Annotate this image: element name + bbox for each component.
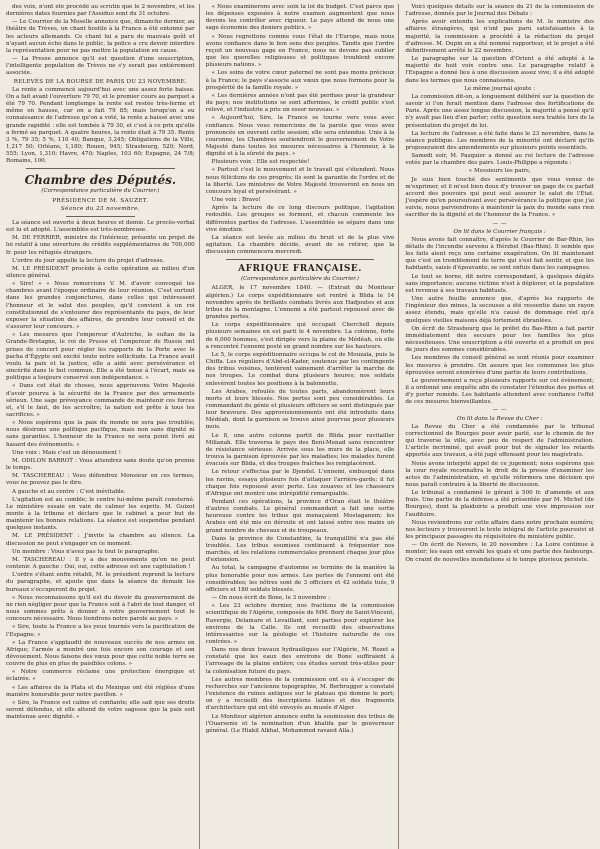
paragraph: Le paragraphe sur la question d'Orient a été adopté à la majorité de huit voix contre une. Le paragraphe relatif à l'Espagne a donné lieu à une discussion assez vive; il a été adopté dans les termes que nous connaissons. <box>405 56 595 84</box>
paragraph: — Le Courrier de la Moselle annonce que, dimanche dernier, au théâtre de Trèves, un chant hostile à la France a été entonné par les acteurs allemands. Ce chant lui a paru de mauvais goût et n'ayant aucun écho dans le public, la police a cru devoir interdire la représentation pour ne pas mettre la population en cause. <box>6 19 195 54</box>
paragraph: « Messieurs les pairs, <box>468 168 531 175</box>
paragraph: Une voix : Bravo! <box>211 197 261 204</box>
paragraph: — On nous écrit de Bone, le 3 novembre : <box>211 595 330 602</box>
paragraph: Le retour s'effectua par le Djendel. L'ennemi, embusqué dans les ravins, essaya plusieurs fois d'attaquer l'arrière-garde; il fut chaque fois repoussé avec perte. Les zouaves et les chasseurs d'Afrique ont montré une intrépidité remarquable. <box>205 469 395 497</box>
paragraph: M. LE PRÉSIDENT procède à cette opération au milieu d'un silence général. <box>6 265 195 279</box>
paragraph: « Nous regrettons comme vous l'état de l'Europe, mais nous avons confiance dans le bon sens des peuples. Tandis que l'ordre reçoit un nouveau gage en France, nous ne devons pas oublier que les querelles religieuses et politiques troublent encore plusieurs nations. » <box>205 33 395 69</box>
paragraph: « Sire, toute la France a les yeux tournés vers la pacification de l'Espagne. » <box>6 624 195 638</box>
paragraph: Nous avons interjeté appel de ce jugement; nous espérons que la cour royale reconnaîtra le droit de la presse d'examiner les actes de l'administration, et qu'elle réformera une décision qui nous paraît contraire à la liberté de discussion. <box>405 460 595 488</box>
paragraph: M. DE FERRIER, ministre de l'intérieur, présente un projet de loi relatif à une ouverture de crédits supplémentaires de 700,000 fr. pour les réfugiés étrangers. <box>6 235 195 256</box>
paragraph: « La France s'applaudit de nouveaux succès de nos armes en Afrique; l'armée a montré une fois encore son courage et son dévouement. Nous faisons des vœux pour que cette noble terre se couvre de plus en plus de paisibles colons. » <box>6 639 195 668</box>
paragraph: L'ordre du jour appelle la lecture du projet d'adresse. <box>12 257 165 264</box>
paragraph: La séance est levée au milieu du bruit et de la plus vive agitation. La chambre décide, avant de se retirer, que la discussion commencera mercredi. <box>205 234 395 256</box>
paragraph: M. TASCHEREAU : Il y a des mouvements qu'on ne peut contenir. A gauche : Oui, oui, cette adresse est une capitulation ! <box>6 556 195 571</box>
separator: — — <box>492 407 507 414</box>
paragraph: « Les 23 octobre dernier, nos fractions de la commission scientifique de l'Algérie, composée de MM. Bory de Saint-Vincent, Ravergie, Delamare et Levaillant, sont parties pour explorer les environs de la Calle. Ils ont recueilli des observations intéressantes sur la géologie et l'histoire naturelle de ces contrées. » <box>205 603 395 645</box>
paragraph: Nous avons fait connaître, d'après le Courrier de Bar-Rhin, les détails de l'incendie survenu à Hérzbel (Bas-Rhin). Il semble que les faits aient reçu une certaine exagération. On lit maintenant que c'est un tremblement de terre qui s'est fait sentir, et que les habitants, saisis d'épouvante, se sont enfuis dans les campagnes. <box>405 236 595 272</box>
paragraph: Dans nos deux travaux hydrauliques sur l'Algérie, M. Rozet a constaté que les eaux des environs de Bone suffiraient à l'arrosage de la plaine entière; ces études seront très-utiles pour la colonisation future du pays. <box>205 647 395 675</box>
paragraph: Pendant ces opérations, la province d'Oran était le théâtre d'autres combats. Le général commandant a fait une sortie heureuse contre les tribus qui menaçaient Mostaganem; les Arabes ont été mis en déroute et ont laissé entre nos mains un grand nombre de chevaux et de troupeaux. <box>205 499 395 534</box>
chamber-title: Chambre des Députés. <box>24 173 177 188</box>
paragraph: « Sire! » « Nous remercions V. M. d'avoir convoqué les chambres avant l'époque ordinaire de leur réunion. C'est surtout dans les grandes conjonctures, dans celles qui intéressent l'honneur et le salut des peuples, qu'il convient à un roi constitutionnel de s'entourer des représentants du pays, de leur exposer la situation des affaires, de prendre leur conseil et de s'assurer leur concours. » <box>6 281 195 331</box>
afrique-title: AFRIQUE FRANÇAISE. <box>238 264 362 275</box>
divider <box>26 168 175 169</box>
presidence-line: PRÉSIDENCE DE M. SAUZET. <box>52 197 149 204</box>
column-middle <box>206 4 400 849</box>
paragraph: « Aujourd'hui, Sire, la France se tourne vers vous avec confiance. Nous vous remercions de la parole que vous avez prononcée en ouvrant cette session; elle sera entendue. Unis à la couronne, les Chambres soutiendront le gouvernement de Votre Majesté dans toutes les mesures nécessaires à l'honneur, à la dignité et à la sûreté du pays. » <box>205 115 395 158</box>
paragraph: Nous reviendrons sur cette affaire dans notre prochain numéro; nos lecteurs y trouveront le texte intégral de l'article poursuivi et les principaux passages du réquisitoire du ministère public. <box>405 519 595 541</box>
paragraph: ALGER, le 17 novembre 1840. — (Extrait du Moniteur algérien.) Le corps expéditionnaire est rentré à Blida le 14 novembre après de brillants combats livrés aux Hadjoutes et aux tribus de la montagne. L'ennemi a été partout repoussé avec de grandes pertes. <box>205 285 395 321</box>
paragraph: On écrit de Strasbourg que le préfet du Bas-Rhin a fait partir immédiatement des secours pour les familles les plus nécessiteuses. Une souscription a été ouverte et a produit en peu de jours des sommes considérables. <box>405 325 595 354</box>
paragraph: Voici quelques détails sur la séance du 21 de la commission de l'adresse, donnés par le Journal des Débats : <box>405 4 595 18</box>
paragraph: Après avoir entendu les explications de M. le ministre des affaires étrangères, qui n'ont pas paru satisfaisantes à la majorité, la commission a procédé à la rédaction du projet d'adresse. M. Dupin en a été nommé rapporteur, et le projet a été définitivement arrêté le 22 novembre. <box>405 19 595 54</box>
paragraph: Le tribunal a condamné le gérant à 500 fr. d'amende et aux frais. Une partie de la défense a été présentée par M. Michel (de Bourges), dont la plaidoirie a produit une vive impression sur l'auditoire. <box>405 490 595 518</box>
paragraph: Une voix : Mais c'est un dénouement ! <box>12 449 121 456</box>
paragraph: « Nous reconnaissons qu'il est du devoir du gouvernement de ne rien négliger pour que la France soit à l'abri de tout danger, et nous sommes prêts à donner à votre gouvernement tout le concours nécessaire. Nous tiendrons notre parole au pays. » <box>6 594 195 623</box>
column-right <box>405 4 594 849</box>
paragraph: Après la lecture de ce long discours politique, l'agitation redouble. Les groupes se forment, et chacun commente les différentes parties de l'adresse. L'assemblée se sépare dans une vive émotion. <box>205 205 395 233</box>
paragraph: Le gouvernement a reçu plusieurs rapports sur cet événement; il a ordonné une enquête afin de constater l'étendue des pertes et d'y porter remède. Les habitants attendent avec confiance l'effet de ces mesures bienveillantes. <box>405 377 595 406</box>
afrique-subtitle: (Correspondance particulière du Courrier.) <box>241 276 359 283</box>
paragraph: — On écrit de Nevers, le 20 novembre : La Loire continue à monter; les eaux ont envahi les quais et une partie des faubourgs. On craint de nouvelles inondations si le temps pluvieux persiste. <box>405 542 595 563</box>
paragraph: « Les soins de votre cœur paternel ne sont pas moins précieux à la France; le pays s'associe aux vœux que nous formons pour la prospérité de la famille royale. » <box>205 70 395 91</box>
chamber-subtitle: (Correspondance particulière du Courrier.) <box>41 188 160 195</box>
bourse-text: La rente a commencé aujourd'hui avec une assez forte baisse. On a fait avant l'ouverture 79 70, et le premier cours au parquet a été 79 70. Pendant longtemps la rente est restée très-ferme et même en hausse, car on a fait 79 85; mais lorsqu'on a eu connaissance de l'adresse qu'on a voté, la rente a baissé avec une grande rapidité : elle est tombée à 79 30, et c'est à ce prix qu'elle a fermé au parquet. A quatre heures, la rente était à 79 35. Rente 3 %, 79 35; 5 %, 110 40; Banque, 3,245; Obligations de la Ville, 1,217 50; Orléans, 1,180; Rouen, 945; Strasbourg, 520; Nord, 555; Lyon, 1,310; Havre, 470; Naples, 103 60; Espagne, 24 7/8; Romains, 100. <box>6 86 195 165</box>
paragraph: « Les mesures que l'empereur d'Autriche, le sultan de la Grande-Bretagne, le roi de Prusse et l'empereur de Russie ont prises de concert pour régler les rapports de la Porte avec le pacha d'Égypte ont excité toute notre sollicitude. La France avait voulu la paix et la justice, elle a aidé avec persévérance et sincérité dans le but commun. Elle a été tenue à l'écart, mais sa politique a toujours conservé son indépendance. » <box>6 332 195 382</box>
paragraph: Le 8, une autre colonne partit de Blida pour ravitailler Milianah. Elle traversa le pays des Beni-Menad sans rencontrer de résistance sérieuse. Arrivée sous les murs de la place, elle trouva la garnison éprouvée par les maladies; les malades furent évacués sur Blida, et des troupes fraîches les remplacèrent. <box>205 432 395 468</box>
paragraph: « Notre commerce réclame une protection énergique et éclairée. » <box>6 669 195 683</box>
paragraph: La commission dit-on, a longuement délibéré sur la question de savoir si l'on ferait mention dans l'adresse des fortifications de Paris. Après une assez longue discussion, la majorité a pensé qu'il n'y avait pas lieu d'en parler; cette question sera traitée lors de la présentation du projet de loi. <box>405 93 595 129</box>
separator: — — <box>492 220 507 227</box>
section-intro: On lit dans le Courrier français : <box>453 228 546 235</box>
paragraph: « Nous examinerons avec soin la loi du budget. C'est parce que les dépenses exposées à notre examen augmentent que nous devons les contrôler avec rigueur. Le pays attend de nous une sage économie des deniers publics. » <box>205 4 395 32</box>
column-left <box>6 4 200 849</box>
paragraph: La séance est ouverte à deux heures et demie. Le procès-verbal est lu et adopté. L'assemblée est très-nombreuse. <box>6 219 195 234</box>
paragraph: Plusieurs voix : Elle est respectée! <box>211 159 310 166</box>
divider <box>66 216 135 217</box>
section-intro: On lit dans la Revue du Cher : <box>456 415 543 422</box>
paragraph: M. ODILON BARROT : Vous attendrez sans doute qu'on prenne le temps. <box>6 457 195 472</box>
columns <box>6 4 594 849</box>
paragraph: « Nous espérons que la paix du monde ne sera pas troublée; nous désirons une politique pacifique, mais non sans dignité ni sans garanties. L'honneur de la France ne sera point livré au hasard des événements. » <box>6 420 195 448</box>
paragraph: M. LE PRÉSIDENT : J'invite la chambre au silence. La discussion ne peut s'engager en ce moment. <box>6 533 195 547</box>
seance-line: Séance du 23 novembre. <box>60 205 140 212</box>
divider <box>226 259 375 260</box>
paragraph: des voix, n'ont été procédé au scrutin que le 2 novembre, et les dernières dates fournies par l'Assiduo sont du 31 octobre. <box>6 4 195 18</box>
paragraph: « Les dernières années n'ont pas été perdues pour la grandeur du pays; nos institutions se sont affermies, le crédit public s'est relevé, et l'industrie a pris un essor nouveau. » <box>205 92 395 114</box>
paragraph: L'ordre s'étant enfin rétabli, M. le président reprend la lecture du paragraphe, et ajoute que dans la séance de demain les bureaux s'occuperont du projet. <box>6 572 195 593</box>
paragraph: L'agitation est au comble; le centre lui-même paraît consterné. Le ministère essaie en vain de calmer les esprits. M. Guizot monte à la tribune et déclare que le cabinet a pour but de maintenir les bonnes relations. La séance est suspendue pendant quelques instants. <box>6 496 195 532</box>
paragraph: Le 5, le corps expéditionnaire occupa le col de Mouzaïa, puis la Chiffa. Les réguliers d'Abd-el-Kader, soutenus par les contingents des tribus voisines, tentèrent vainement d'arrêter la marche de nos troupes. Le combat dura plusieurs heures; nos soldats enlevèrent toutes les positions à la baïonnette. <box>205 351 395 387</box>
paragraph: A gauche et au centre : C'est inévitable. <box>12 488 126 495</box>
paragraph: Le Moniteur algérien annonce enfin la soumission des tribus de l'Ouarsenis et la nomination d'un khalifa par le gouverneur général. (Le Hiakil Alkhal, Mohammed ravaed Alla.) <box>205 713 395 734</box>
paragraph: Le corps expéditionnaire qui occupait Cherchell depuis plusieurs semaines en est parti le 4 novembre. La colonne, forte de 6,000 hommes, s'est dirigée vers la plaine de Médéah, où elle a rencontré l'ennemi posté en grand nombre sur les hauteurs. <box>205 322 395 350</box>
paragraph: Un membre : Vous n'avez pas lu tout le paragraphe. <box>12 548 160 555</box>
paragraph: Le même journal ajoute : <box>464 85 536 92</box>
paragraph: Les membres du conseil général se sont réunis pour examiner les mesures à prendre. On assure que les communes les plus éprouvées seront exonérées d'une partie de leurs contributions. <box>405 355 595 376</box>
paragraph: Les Arabes, refoulés de toutes parts, abandonnèrent leurs morts et leurs blessés. Nos pertes sont peu considérables. Le commandant du génie et plusieurs officiers se sont distingués par leur bravoure. Des approvisionnements ont été introduits dans Médéah, dont la garnison se trouve ainsi pourvue pour plusieurs mois. <box>205 388 395 431</box>
paragraph: Samedi soir, M. Pasquier a donné au roi lecture de l'adresse votée par la chambre des pairs. Louis-Philippe a répondu : <box>405 153 595 167</box>
paragraph: — La Presse annonce qu'il est question d'une souscription, l'intelligente population de Trèves ne s'y serait pas entièrement associée. <box>6 56 195 77</box>
paragraph: Une autre feuille annonce que, d'après les rapports de l'ingénieur des mines, la secousse a été ressentie dans un rayon assez étendu, mais qu'elle n'a causé de dommage réel qu'à quelques vieilles maisons déjà fortement ébranlées. <box>405 296 595 324</box>
paragraph: Dans la province de Constantine, la tranquillité n'a pas été troublée. Les tribus soumises continuent à fréquenter nos marchés, et les relations commerciales prennent chaque jour plus d'extension. <box>205 535 395 564</box>
paragraph: « Partout c'est le mouvement et le travail qui s'étendent. Nous nous félicitons de ces progrès; ils sont la garantie de l'ordre et de la liberté. Les ministres de Votre Majesté trouveront en nous un concours loyal et persévérant. » <box>205 167 395 195</box>
paragraph: Les autres membres de la commission ont eu à s'occuper de recherches sur l'ancienne topographie, M. Berbrugger a constaté l'existence de ruines antiques sur le plateau qui domine le port; on y a recueilli des inscriptions latines et des fragments d'architecture qui ont été envoyés au musée d'Alger. <box>205 676 395 712</box>
bourse-title: RELEVÉS DE LA BOURSE DE PARIS DU 23 NOVEMBRE. <box>13 78 187 85</box>
paragraph: Je suis bien touché des sentiments que vous venez de m'exprimer, et il m'est bien doux d'y trouver un gage de ce parfait accord des pouvoirs qui peut seul assurer le salut de l'État. J'espère qu'en poursuivant avec persévérance la politique que j'ai suivie, nous parviendrons à maintenir la paix du monde sans rien sacrifier de la dignité et de l'honneur de la France. » <box>405 176 595 219</box>
paragraph: M. TASCHEREAU : Vous défendrez Monsieur en ces termes, vous ne pouvez pas le dire. <box>6 473 195 487</box>
paragraph: Le tout se borne, dit notre correspondant, à quelques dégâts sans importance; aucune victime n'est à déplorer, et la population est revenue à ses travaux habituels. <box>405 273 595 294</box>
paragraph: « Les affaires de la Plata et du Mexique ont été réglées d'une manière honorable pour notre pavillon. » <box>6 684 195 698</box>
paragraph: « Dans cet état de choses, nous approuvons Votre Majesté d'avoir pourvu à la sécurité de la France par des armements sérieux. Une sage prévoyance commande de maintenir ces forces et, s'il le faut, de les accroître; la nation est prête à tous les sacrifices. » <box>6 383 195 418</box>
paragraph: Au total, la campagne d'automne se termine de la manière la plus honorable pour nos armes. Les pertes de l'ennemi ont été considérables; les nôtres sont de 3 officiers et 42 soldats tués, 9 officiers et 180 soldats blessés. <box>205 565 395 593</box>
paragraph: « Sire, la France est calme et confiante; elle sait que ses droits seront défendus, et elle attend de votre sagesse que la paix soit maintenue avec dignité. » <box>6 699 195 721</box>
paragraph: La lecture de l'adresse a été faite dans le 23 novembre, dans la séance publique. Les membres de la minorité ont déclaré qu'ils proposeraient des amendements sur plusieurs points essentiels. <box>405 130 595 151</box>
paragraph: La Revue du Cher a été condamnée par le tribunal correctionnel de Bourges pour avoir parlé, sur le chemin de fer qui traverse la ville, avec peu de respect de l'administration. L'article incriminé, qui avait pour but de signaler les retards apportés aux travaux, a été jugé offensant pour les magistrats. <box>405 423 595 459</box>
